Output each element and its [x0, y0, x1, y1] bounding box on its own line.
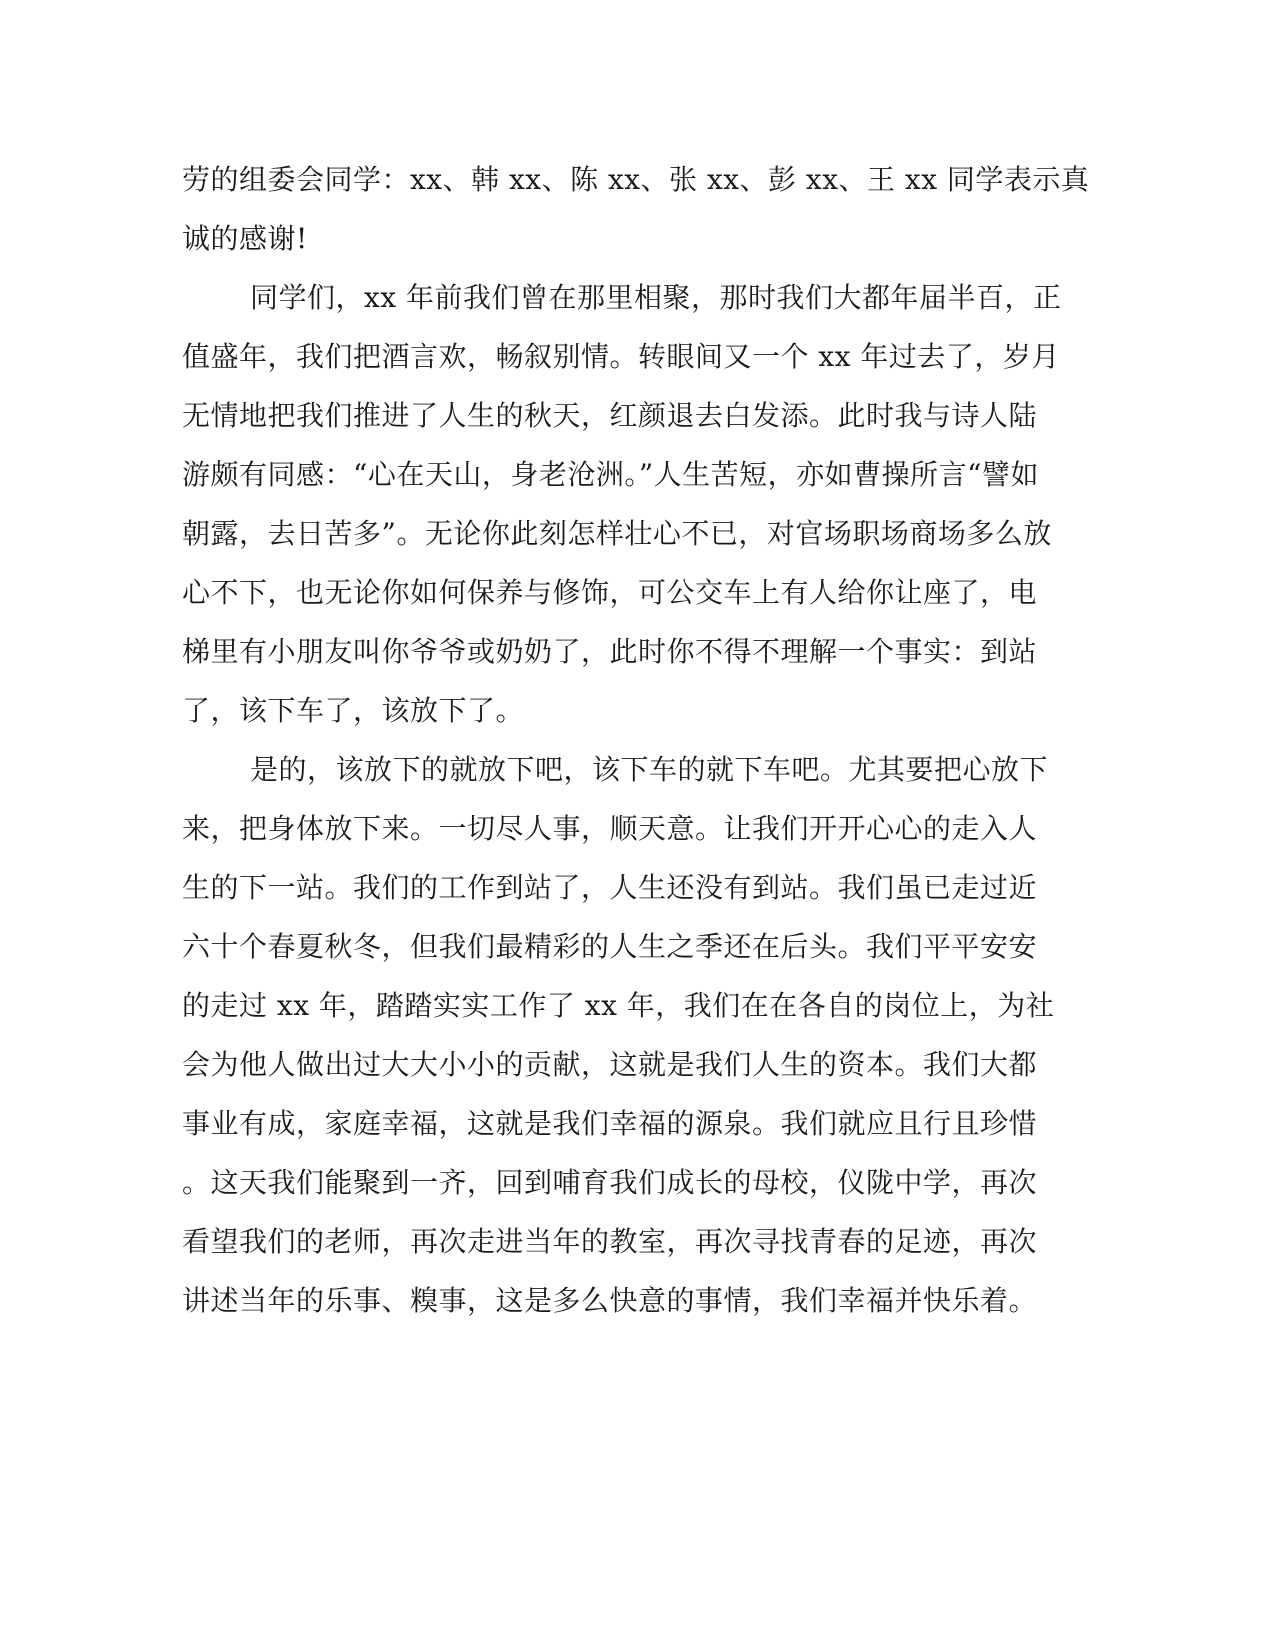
- text-line: 看望我们的老师，再次走进当年的教室，再次寻找青春的足迹，再次: [182, 1225, 1038, 1258]
- text-line: 游颇有同感：“心在天山，身老沧洲。”人生苦短，亦如曹操所言“譬如: [182, 458, 1039, 491]
- text-line: 同学们，xx 年前我们曾在那里相聚，那时我们大都年届半百，正: [250, 281, 1062, 314]
- text-line: 是的，该放下的就放下吧，该下车的就下车吧。尤其要把心放下: [250, 753, 1049, 786]
- text-line: 朝露，去日苦多”。无论你此刻怎样壮心不已，对官场职场商场多么放: [182, 517, 1052, 550]
- text-line: 六十个春夏秋冬，但我们最精彩的人生之季还在后头。我们平平安安: [182, 930, 1038, 963]
- text-line: 来，把身体放下来。一切尽人事，顺天意。让我们开开心心的走入人: [182, 812, 1038, 845]
- text-line: 无情地把我们推进了人生的秋天，红颜退去白发添。此时我与诗人陆: [182, 399, 1038, 432]
- text-line: 讲述当年的乐事、糗事，这是多么快意的事情，我们幸福并快乐着。: [182, 1284, 1038, 1317]
- text-line: 值盛年，我们把酒言欢，畅叙别情。转眼间又一个 xx 年过去了，岁月: [182, 340, 1060, 373]
- paragraph-3: [182, 740, 1055, 1330]
- text-line: 诚的感谢!: [182, 222, 308, 255]
- paragraph-1: [182, 150, 1090, 268]
- body-text: [182, 150, 1090, 1330]
- text-line: 事业有成，家庭幸福，这就是我们幸福的源泉。我们就应且行且珍惜: [182, 1107, 1038, 1140]
- paragraph-2: [182, 268, 1062, 740]
- text-line: 心不下，也无论你如何保养与修饰，可公交车上有人给你让座了，电: [182, 576, 1038, 609]
- text-line: 梯里有小朋友叫你爷爷或奶奶了，此时你不得不理解一个事实：到站: [182, 635, 1038, 668]
- text-line: 了，该下车了，该放下了。: [182, 694, 525, 727]
- text-line: 。这天我们能聚到一齐，回到哺育我们成长的母校，仪陇中学，再次: [182, 1166, 1038, 1199]
- text-line: 生的下一站。我们的工作到站了，人生还没有到站。我们虽已走过近: [182, 871, 1038, 904]
- text-line: 劳的组委会同学：xx、韩 xx、陈 xx、张 xx、彭 xx、王 xx 同学表示真: [182, 163, 1090, 196]
- text-line: 的走过 xx 年，踏踏实实工作了 xx 年，我们在在各自的岗位上，为社: [182, 989, 1055, 1022]
- text-line: 会为他人做出过大大小小的贡献，这就是我们人生的资本。我们大都: [182, 1048, 1038, 1081]
